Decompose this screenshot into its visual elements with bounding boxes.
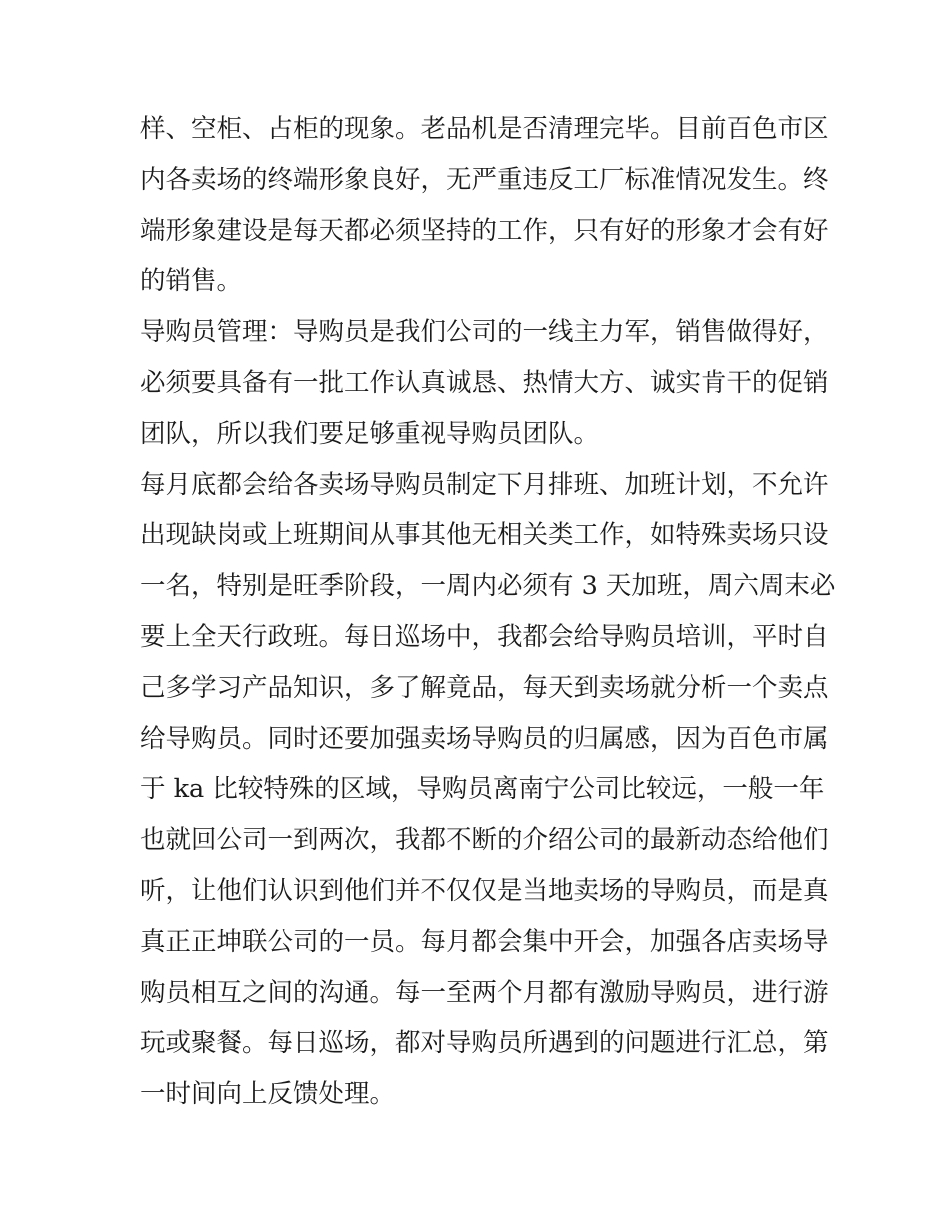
text-line-18: 购员相互之间的沟通。每一至两个月都有激励导购员，进行游 bbox=[140, 977, 829, 1008]
text-line-17: 真正正坤联公司的一员。每月都会集中开会，加强各店卖场导 bbox=[140, 926, 829, 957]
text-line-1: 样、空柜、占柜的现象。老品机是否清理完毕。目前百色市区 bbox=[140, 114, 829, 144]
text-line-15: 也就回公司一到两次，我都不断的介绍公司的最新动态给他们 bbox=[140, 825, 829, 856]
text-line-9: 出现缺岗或上班期间从事其他无相关类工作，如特殊卖场只设 bbox=[140, 520, 829, 551]
text-line-3: 端形象建设是每天都必须坚持的工作，只有好的形象才会有好 bbox=[140, 215, 829, 246]
text-line-19: 玩或聚餐。每日巡场，都对导购员所遇到的问题进行汇总，第 bbox=[140, 1028, 829, 1059]
text-line-10: 一名，特别是旺季阶段，一周内必须有 3 天加班，周六周末必 bbox=[140, 571, 836, 602]
text-line-20: 一时间向上反馈处理。 bbox=[140, 1079, 396, 1110]
text-line-5: 导购员管理：导购员是我们公司的一线主力军，销售做得好， bbox=[140, 317, 829, 348]
text-line-6: 必须要具备有一批工作认真诚恳、热情大方、诚实肯干的促销 bbox=[140, 367, 829, 398]
text-line-8: 每月底都会给各卖场导购员制定下月排班、加班计划，不允许 bbox=[140, 469, 829, 500]
text-line-7: 团队，所以我们要足够重视导购员团队。 bbox=[140, 418, 600, 449]
text-line-14: 于 ka 比较特殊的区域，导购员离南宁公司比较远，一般一年 bbox=[140, 774, 825, 805]
text-line-4: 的销售。 bbox=[140, 266, 243, 297]
text-line-11: 要上全天行政班。每日巡场中，我都会给导购员培训，平时自 bbox=[140, 621, 829, 652]
text-line-13: 给导购员。同时还要加强卖场导购员的归属感，因为百色市属 bbox=[140, 723, 829, 754]
text-line-16: 听，让他们认识到他们并不仅仅是当地卖场的导购员，而是真 bbox=[140, 875, 829, 906]
text-line-2: 内各卖场的终端形象良好，无严重违反工厂标准情况发生。终 bbox=[140, 164, 829, 195]
text-line-12: 己多学习产品知识，多了解竟品，每天到卖场就分析一个卖点 bbox=[140, 672, 829, 703]
document-body bbox=[140, 104, 836, 1120]
